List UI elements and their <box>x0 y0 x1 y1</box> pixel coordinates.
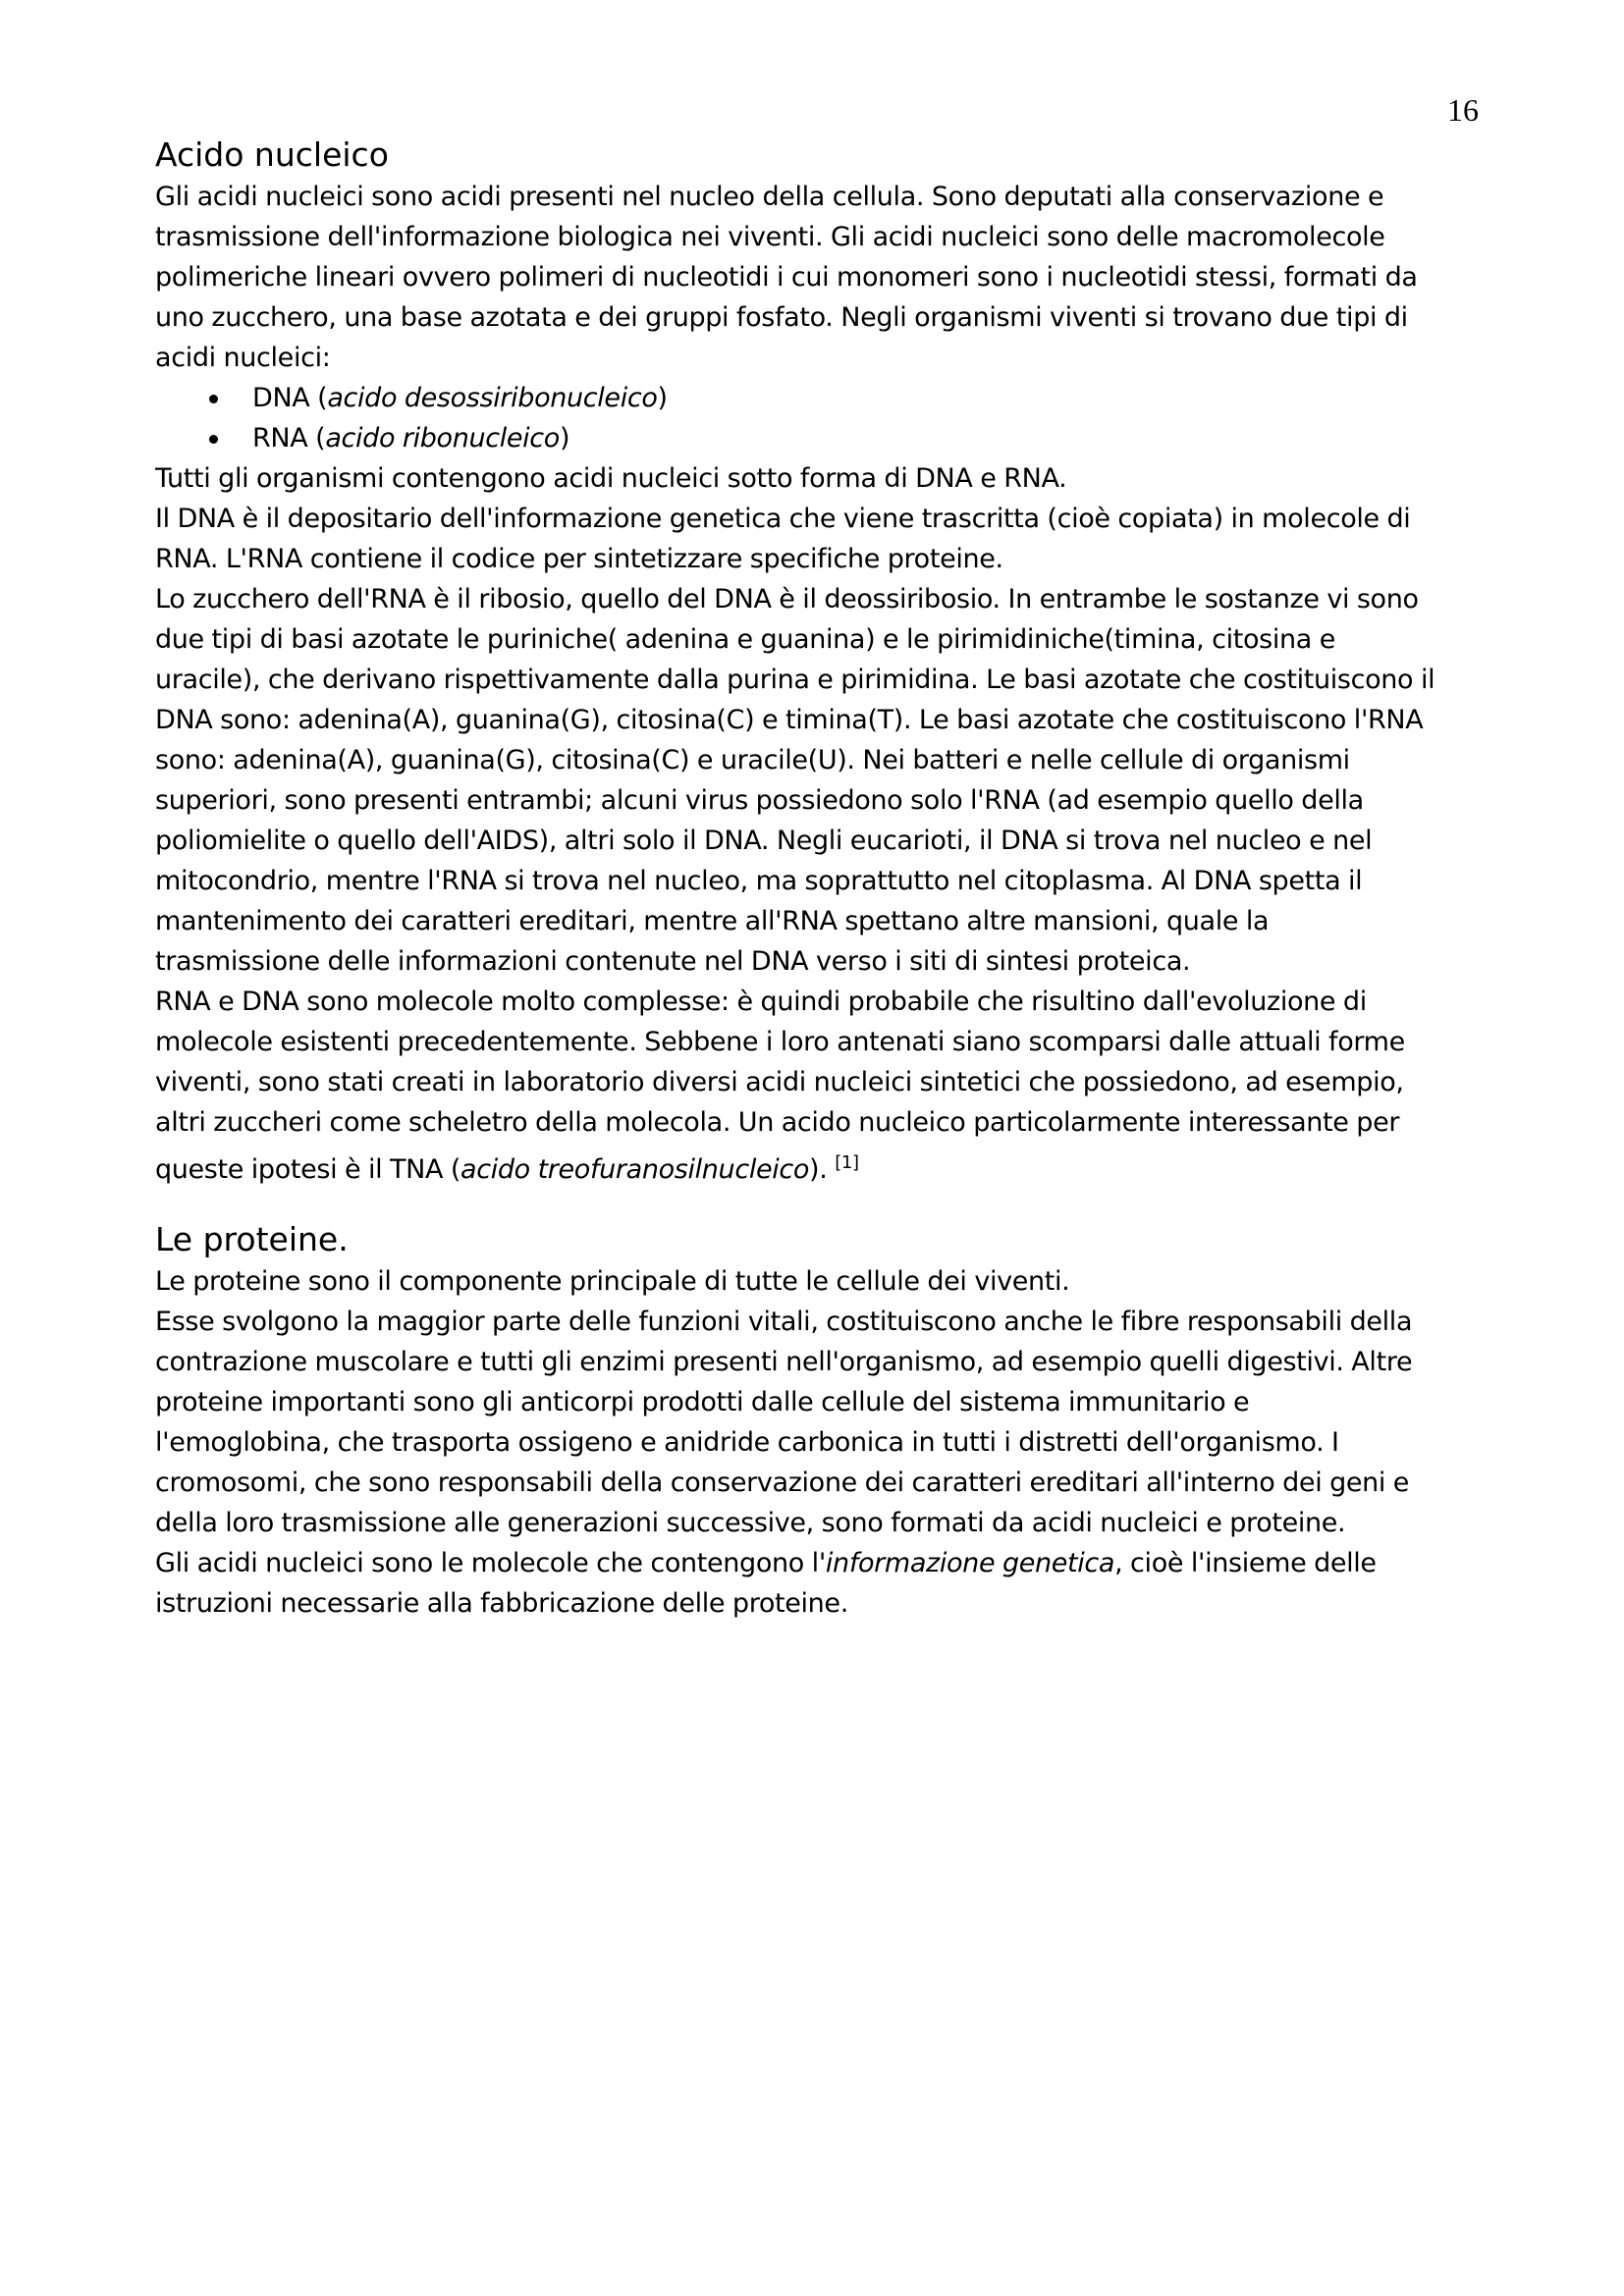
text-line: Lo zucchero dell'RNA è il ribosio, quello del DNA è il deossiribosio. In entrambe le sostanze vi sono <box>155 584 1419 614</box>
text-line: poliomielite o quello dell'AIDS), altri solo il DNA. Negli eucarioti, il DNA si trova nel nucleo e nel <box>155 826 1373 856</box>
tna-fullname: acido treofuranosilnucleico <box>460 1154 810 1185</box>
text-line: trasmissione delle informazioni contenute nel DNA verso i siti di sintesi proteica. <box>155 946 1191 977</box>
page-number: 16 <box>1447 92 1479 128</box>
text-line: proteine importanti sono gli anticorpi prodotti dalle cellule del sistema immunitario e <box>155 1387 1250 1417</box>
section-acido-nucleico <box>155 133 1487 1183</box>
list-item-fullname: acido ribonucleico <box>325 423 560 454</box>
citation-reference-link[interactable]: [1] <box>835 1152 859 1173</box>
list-item-paren-open: ( <box>307 423 326 454</box>
list-item-name: RNA <box>252 423 308 454</box>
page-content <box>155 133 1487 1624</box>
genetic-prefix: Gli acidi nucleici sono le molecole che contengono l' <box>155 1548 826 1578</box>
text-line: RNA. L'RNA contiene il codice per sintetizzare specifiche proteine. <box>155 544 1003 574</box>
text-line: viventi, sono stati creati in laboratorio diversi acidi nucleici sintetici che possiedono, ad esempio, <box>155 1067 1404 1097</box>
list-item-dna <box>155 378 1487 418</box>
text-line: mitocondrio, mentre l'RNA si trova nel nucleo, ma soprattutto nel citoplasma. Al DNA spetta il <box>155 866 1363 896</box>
text-line: due tipi di basi azotate le puriniche( adenina e guanina) e le pirimidiniche(timina, citosina e <box>155 624 1335 655</box>
tna-prefix: queste ipotesi è il TNA ( <box>155 1154 461 1185</box>
list-item-name: DNA <box>252 383 310 413</box>
text-line: acidi nucleici: <box>155 343 331 373</box>
section-body-proteine <box>155 1261 1487 1624</box>
text-line: mantenimento dei caratteri ereditari, mentre all'RNA spettano altre mansioni, quale la <box>155 906 1270 936</box>
text-line: polimeriche lineari ovvero polimeri di nucleotidi i cui monomeri sono i nucleotidi stessi, formati da <box>155 262 1418 293</box>
nucleic-acid-types-list <box>155 378 1487 458</box>
text-line: cromosomi, che sono responsabili della conservazione dei caratteri ereditari all'interno dei geni e <box>155 1468 1410 1498</box>
list-item-fullname: acido desossiribonucleico <box>327 383 658 413</box>
list-item-paren-close: ) <box>657 383 668 413</box>
section-body-acido-nucleico <box>155 177 1487 1183</box>
genetic-info-term: informazione genetica <box>825 1548 1115 1578</box>
text-line-tna <box>155 1143 1487 1183</box>
section-spacer <box>155 1183 1487 1218</box>
text-line: contrazione muscolare e tutti gli enzimi presenti nell'organismo, ad esempio quelli digestivi. Altre <box>155 1347 1413 1377</box>
text-line: RNA e DNA sono molecole molto complesse: è quindi probabile che risultino dall'evoluzione di <box>155 987 1367 1017</box>
list-item-paren-close: ) <box>559 423 570 454</box>
list-item-paren-open: ( <box>309 383 328 413</box>
text-line: DNA sono: adenina(A), guanina(G), citosina(C) e timina(T). Le basi azotate che costituiscono l'RNA <box>155 705 1424 735</box>
text-line: Esse svolgono la maggior parte delle funzioni vitali, costituiscono anche le fibre responsabili della <box>155 1307 1413 1337</box>
text-line: l'emoglobina, che trasporta ossigeno e anidride carbonica in tutti i distretti dell'organismo. I <box>155 1427 1339 1458</box>
text-line: della loro trasmissione alle generazioni successive, sono formati da acidi nucleici e proteine. <box>155 1508 1346 1538</box>
tna-suffix: ). <box>809 1154 836 1185</box>
text-line: uracile), che derivano rispettivamente dalla purina e pirimidina. Le basi azotate che costituiscono il <box>155 665 1435 695</box>
text-line-genetic-info <box>155 1543 1487 1583</box>
section-heading-proteine: Le proteine. <box>155 1220 349 1258</box>
list-item-rna <box>155 418 1487 458</box>
text-line: superiori, sono presenti entrambi; alcuni virus possiedono solo l'RNA (ad esempio quello della <box>155 785 1364 816</box>
text-line: sono: adenina(A), guanina(G), citosina(C) e uracile(U). Nei batteri e nelle cellule di organismi <box>155 745 1350 775</box>
text-line: altri zuccheri come scheletro della molecola. Un acido nucleico particolarmente interessante per <box>155 1107 1400 1138</box>
text-line: istruzioni necessarie alla fabbricazione delle proteine. <box>155 1588 848 1619</box>
section-proteine <box>155 1218 1487 1624</box>
genetic-suffix: , cioè l'insieme delle <box>1114 1548 1377 1578</box>
text-line: trasmissione dell'informazione biologica nei viventi. Gli acidi nucleici sono delle macromolecole <box>155 222 1385 252</box>
text-line: Gli acidi nucleici sono acidi presenti nel nucleo della cellula. Sono deputati alla conservazione e <box>155 182 1384 212</box>
text-line: uno zucchero, una base azotata e dei gruppi fosfato. Negli organismi viventi si trovano due tipi di <box>155 302 1408 333</box>
text-line: Il DNA è il depositario dell'informazione genetica che viene trascritta (cioè copiata) in molecole di <box>155 504 1411 534</box>
section-heading-acido-nucleico: Acido nucleico <box>155 135 389 174</box>
text-line: Tutti gli organismi contengono acidi nucleici sotto forma di DNA e RNA. <box>155 463 1067 494</box>
text-line: Le proteine sono il componente principale di tutte le cellule dei viventi. <box>155 1266 1070 1297</box>
text-line: molecole esistenti precedentemente. Sebbene i loro antenati siano scomparsi dalle attuali forme <box>155 1027 1405 1057</box>
